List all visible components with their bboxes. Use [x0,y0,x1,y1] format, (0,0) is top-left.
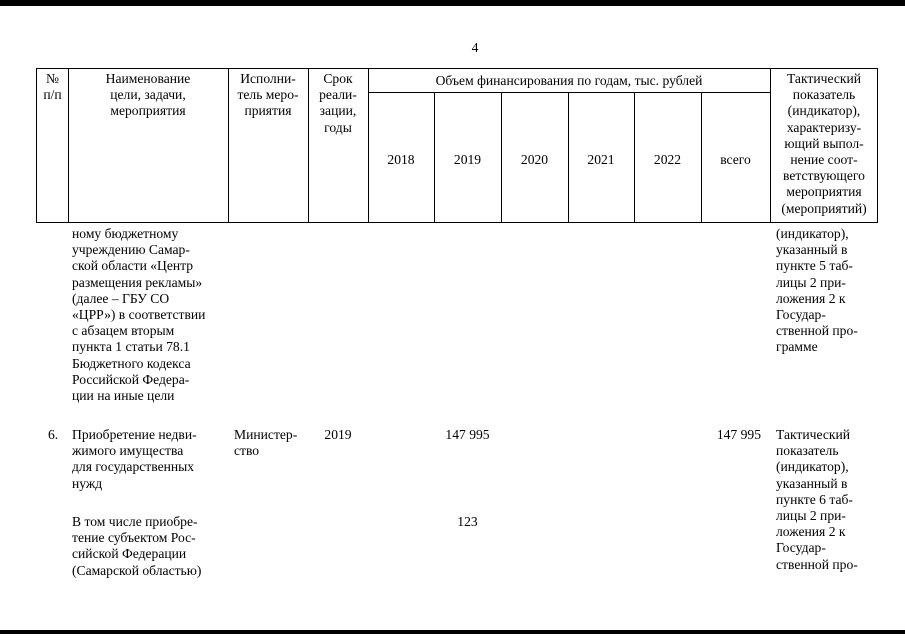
row-term: 2019 [324,427,352,442]
row-indicator: (индикатор), указанный в пункте 5 таб- лицы 2 при- ложения 2 к Государ- ственной про- грамме [776,226,858,355]
header-year-2020: 2020 [520,152,549,167]
header-col-indicator: Тактический показатель (индикатор), характеризу- ющий выпол- нение соот- ветствующего мероприятия (мероприятий) [781,71,867,216]
header-col-executor: Исполни- тель меро- приятия [237,71,299,119]
header-year-2021: 2021 [587,152,615,167]
header-year-2018: 2018 [387,152,415,167]
row-value-total: 147 995 [716,427,761,442]
row-value-2019: 147 995 [445,427,490,442]
row-name: В том числе приобре- тение субъектом Рос- сийской Федерации (Самарской областью) [72,514,202,578]
header-col-name: Наименование цели, задачи, мероприятия [105,71,191,119]
row-indicator: Тактический показатель (индикатор), указанный в пункте 6 таб- лицы 2 при- ложения 2 к Государ- ственной про- [776,427,858,572]
row-name: ному бюджетному учреждению Самар- ской области «Центр размещения рекламы» (далее – ГБУ СО «ЦРР») в соответствии с абзацем вторым пункта 1 статьи 78.1 Бюджетного кодекса Российской Федера- ции на иные цели [72,226,206,404]
header-year-total: всего [720,152,751,167]
header-year-2019: 2019 [453,152,482,167]
header-col-term: Срок реали- зации, годы [319,71,357,135]
row-number: 6. [48,427,59,442]
header-col-funding: Объем финансирования по годам, тыс. рублей [435,73,703,88]
row-value-2019: 123 [457,514,478,529]
header-col-number: № п/п [43,71,62,103]
page-number: 4 [471,40,479,55]
row-executor: Министер- ство [234,427,298,459]
bottom-border [0,630,905,634]
row-name: Приобретение недви- жимого имущества для государственных нужд [72,427,197,491]
top-border [0,0,905,6]
header-year-2022: 2022 [653,152,682,167]
